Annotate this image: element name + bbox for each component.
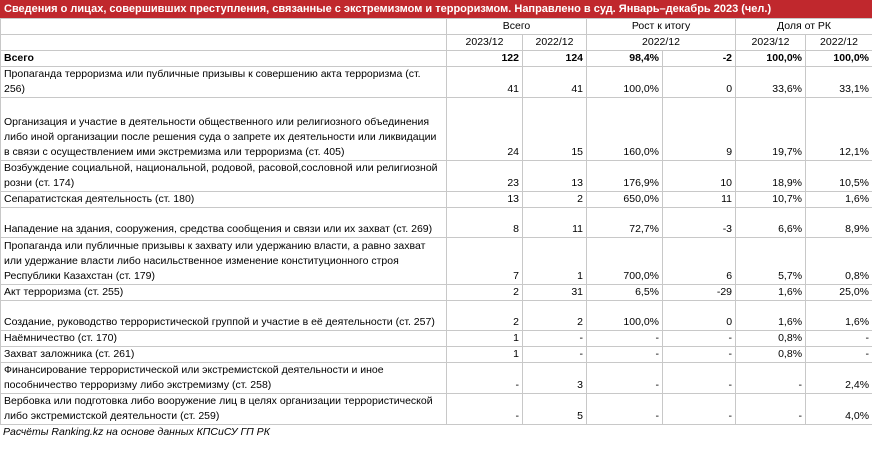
table-row bbox=[1, 67, 872, 98]
cell-value: - bbox=[663, 394, 736, 425]
row-label: Нападение на здания, сооружения, средства сообщения и связи или их захват (ст. 269) bbox=[1, 208, 447, 238]
row-label: Сепаратистская деятельность (ст. 180) bbox=[1, 192, 447, 208]
table-row bbox=[1, 238, 872, 285]
cell-value: - bbox=[587, 347, 663, 363]
table-row bbox=[1, 363, 872, 394]
cell-value: 18,9% bbox=[736, 161, 806, 192]
header-row-groups bbox=[1, 19, 872, 35]
cell-value: 2 bbox=[523, 301, 587, 331]
cell-value: - bbox=[523, 347, 587, 363]
cell-value: - bbox=[587, 363, 663, 394]
header-period: 2022/12 bbox=[587, 35, 736, 51]
cell-value: 2 bbox=[523, 192, 587, 208]
header-row-periods bbox=[1, 35, 872, 51]
cell-value: 8,9% bbox=[806, 208, 872, 238]
cell-value: 3 bbox=[523, 363, 587, 394]
cell-value: 98,4% bbox=[587, 51, 663, 67]
cell-value: 100,0% bbox=[806, 51, 872, 67]
header-group-growth: Рост к итогу bbox=[587, 19, 736, 35]
cell-value: - bbox=[806, 331, 872, 347]
row-label: Пропаганда или публичные призывы к захвату или удержанию власти, а равно захват или удержание власти либо насильственное изменение конституционного строя Республики Казахстан (ст. 179) bbox=[1, 238, 447, 285]
table-row bbox=[1, 301, 872, 331]
header-period: 2022/12 bbox=[806, 35, 872, 51]
cell-value: - bbox=[663, 347, 736, 363]
cell-value: 122 bbox=[447, 51, 523, 67]
header-period: 2023/12 bbox=[736, 35, 806, 51]
cell-value: 6,5% bbox=[587, 285, 663, 301]
cell-value: 24 bbox=[447, 98, 523, 161]
header-period: 2022/12 bbox=[523, 35, 587, 51]
cell-value: 12,1% bbox=[806, 98, 872, 161]
cell-value: 11 bbox=[663, 192, 736, 208]
cell-value: 1,6% bbox=[806, 192, 872, 208]
cell-value: - bbox=[523, 331, 587, 347]
cell-value: - bbox=[806, 347, 872, 363]
cell-value: 41 bbox=[447, 67, 523, 98]
cell-value: - bbox=[736, 394, 806, 425]
header-blank bbox=[1, 19, 447, 35]
cell-value: 0,8% bbox=[736, 347, 806, 363]
cell-value: 1 bbox=[523, 238, 587, 285]
cell-value: - bbox=[736, 363, 806, 394]
cell-value: -29 bbox=[663, 285, 736, 301]
row-label: Акт терроризма (ст. 255) bbox=[1, 285, 447, 301]
cell-value: 1 bbox=[447, 347, 523, 363]
row-label: Всего bbox=[1, 51, 447, 67]
row-label: Создание, руководство террористической группой и участие в её деятельности (ст. 257) bbox=[1, 301, 447, 331]
data-table bbox=[0, 18, 872, 425]
cell-value: 5 bbox=[523, 394, 587, 425]
cell-value: 100,0% bbox=[736, 51, 806, 67]
table-row bbox=[1, 394, 872, 425]
cell-value: 650,0% bbox=[587, 192, 663, 208]
table-row bbox=[1, 192, 872, 208]
header-blank bbox=[1, 35, 447, 51]
table-row bbox=[1, 208, 872, 238]
cell-value: -2 bbox=[663, 51, 736, 67]
cell-value: - bbox=[663, 331, 736, 347]
table-row bbox=[1, 285, 872, 301]
header-period: 2023/12 bbox=[447, 35, 523, 51]
cell-value: 10,5% bbox=[806, 161, 872, 192]
cell-value: 13 bbox=[447, 192, 523, 208]
cell-value: 100,0% bbox=[587, 67, 663, 98]
cell-value: 10 bbox=[663, 161, 736, 192]
total-row bbox=[1, 51, 872, 67]
cell-value: 13 bbox=[523, 161, 587, 192]
cell-value: 19,7% bbox=[736, 98, 806, 161]
cell-value: 25,0% bbox=[806, 285, 872, 301]
table-row bbox=[1, 161, 872, 192]
cell-value: 33,6% bbox=[736, 67, 806, 98]
cell-value: 2,4% bbox=[806, 363, 872, 394]
cell-value: 11 bbox=[523, 208, 587, 238]
cell-value: 6,6% bbox=[736, 208, 806, 238]
cell-value: 8 bbox=[447, 208, 523, 238]
cell-value: 33,1% bbox=[806, 67, 872, 98]
header-group-total: Всего bbox=[447, 19, 587, 35]
cell-value: 0,8% bbox=[806, 238, 872, 285]
row-label: Финансирование террористической или экстремистской деятельности и иное пособничество терроризму либо экстремизму (ст. 258) bbox=[1, 363, 447, 394]
cell-value: 0,8% bbox=[736, 331, 806, 347]
source-note: Расчёты Ranking.kz на основе данных КПСиСУ ГП РК bbox=[3, 426, 270, 438]
cell-value: 160,0% bbox=[587, 98, 663, 161]
cell-value: 41 bbox=[523, 67, 587, 98]
table-body bbox=[1, 51, 872, 425]
table-row bbox=[1, 331, 872, 347]
cell-value: 7 bbox=[447, 238, 523, 285]
cell-value: - bbox=[587, 394, 663, 425]
cell-value: - bbox=[587, 331, 663, 347]
cell-value: 31 bbox=[523, 285, 587, 301]
cell-value: 72,7% bbox=[587, 208, 663, 238]
row-label: Пропаганда терроризма или публичные призывы к совершению акта терроризма (ст. 256) bbox=[1, 67, 447, 98]
cell-value: 100,0% bbox=[587, 301, 663, 331]
cell-value: 124 bbox=[523, 51, 587, 67]
row-label: Возбуждение социальной, национальной, родовой, расовой,сословной или религиозной розни (ст. 174) bbox=[1, 161, 447, 192]
cell-value: 2 bbox=[447, 301, 523, 331]
cell-value: 6 bbox=[663, 238, 736, 285]
row-label: Захват заложника (ст. 261) bbox=[1, 347, 447, 363]
header-group-share: Доля от РК bbox=[736, 19, 872, 35]
row-label: Организация и участие в деятельности общественного или религиозного объединения либо иной организации после решения суда о запрете их деятельности или ликвидации в связи с осуществлением ими экстремизма или терроризма (ст. 405) bbox=[1, 98, 447, 161]
cell-value: 5,7% bbox=[736, 238, 806, 285]
cell-value: 15 bbox=[523, 98, 587, 161]
cell-value: 1,6% bbox=[736, 285, 806, 301]
cell-value: 9 bbox=[663, 98, 736, 161]
table-row bbox=[1, 347, 872, 363]
cell-value: 1,6% bbox=[806, 301, 872, 331]
cell-value: 176,9% bbox=[587, 161, 663, 192]
cell-value: -3 bbox=[663, 208, 736, 238]
table-title: Сведения о лицах, совершивших преступления, связанные с экстремизмом и терроризмом. Направлено в суд. Январь–декабрь 2023 (чел.) bbox=[0, 0, 872, 18]
cell-value: 1,6% bbox=[736, 301, 806, 331]
cell-value: 700,0% bbox=[587, 238, 663, 285]
cell-value: 0 bbox=[663, 67, 736, 98]
table-row bbox=[1, 98, 872, 161]
cell-value: 1 bbox=[447, 331, 523, 347]
cell-value: - bbox=[663, 363, 736, 394]
cell-value: - bbox=[447, 394, 523, 425]
row-label: Вербовка или подготовка либо вооружение лиц в целях организации террористической либо экстремистской деятельности (ст. 259) bbox=[1, 394, 447, 425]
cell-value: 10,7% bbox=[736, 192, 806, 208]
row-label: Наёмничество (ст. 170) bbox=[1, 331, 447, 347]
cell-value: 23 bbox=[447, 161, 523, 192]
cell-value: 4,0% bbox=[806, 394, 872, 425]
cell-value: - bbox=[447, 363, 523, 394]
cell-value: 0 bbox=[663, 301, 736, 331]
cell-value: 2 bbox=[447, 285, 523, 301]
